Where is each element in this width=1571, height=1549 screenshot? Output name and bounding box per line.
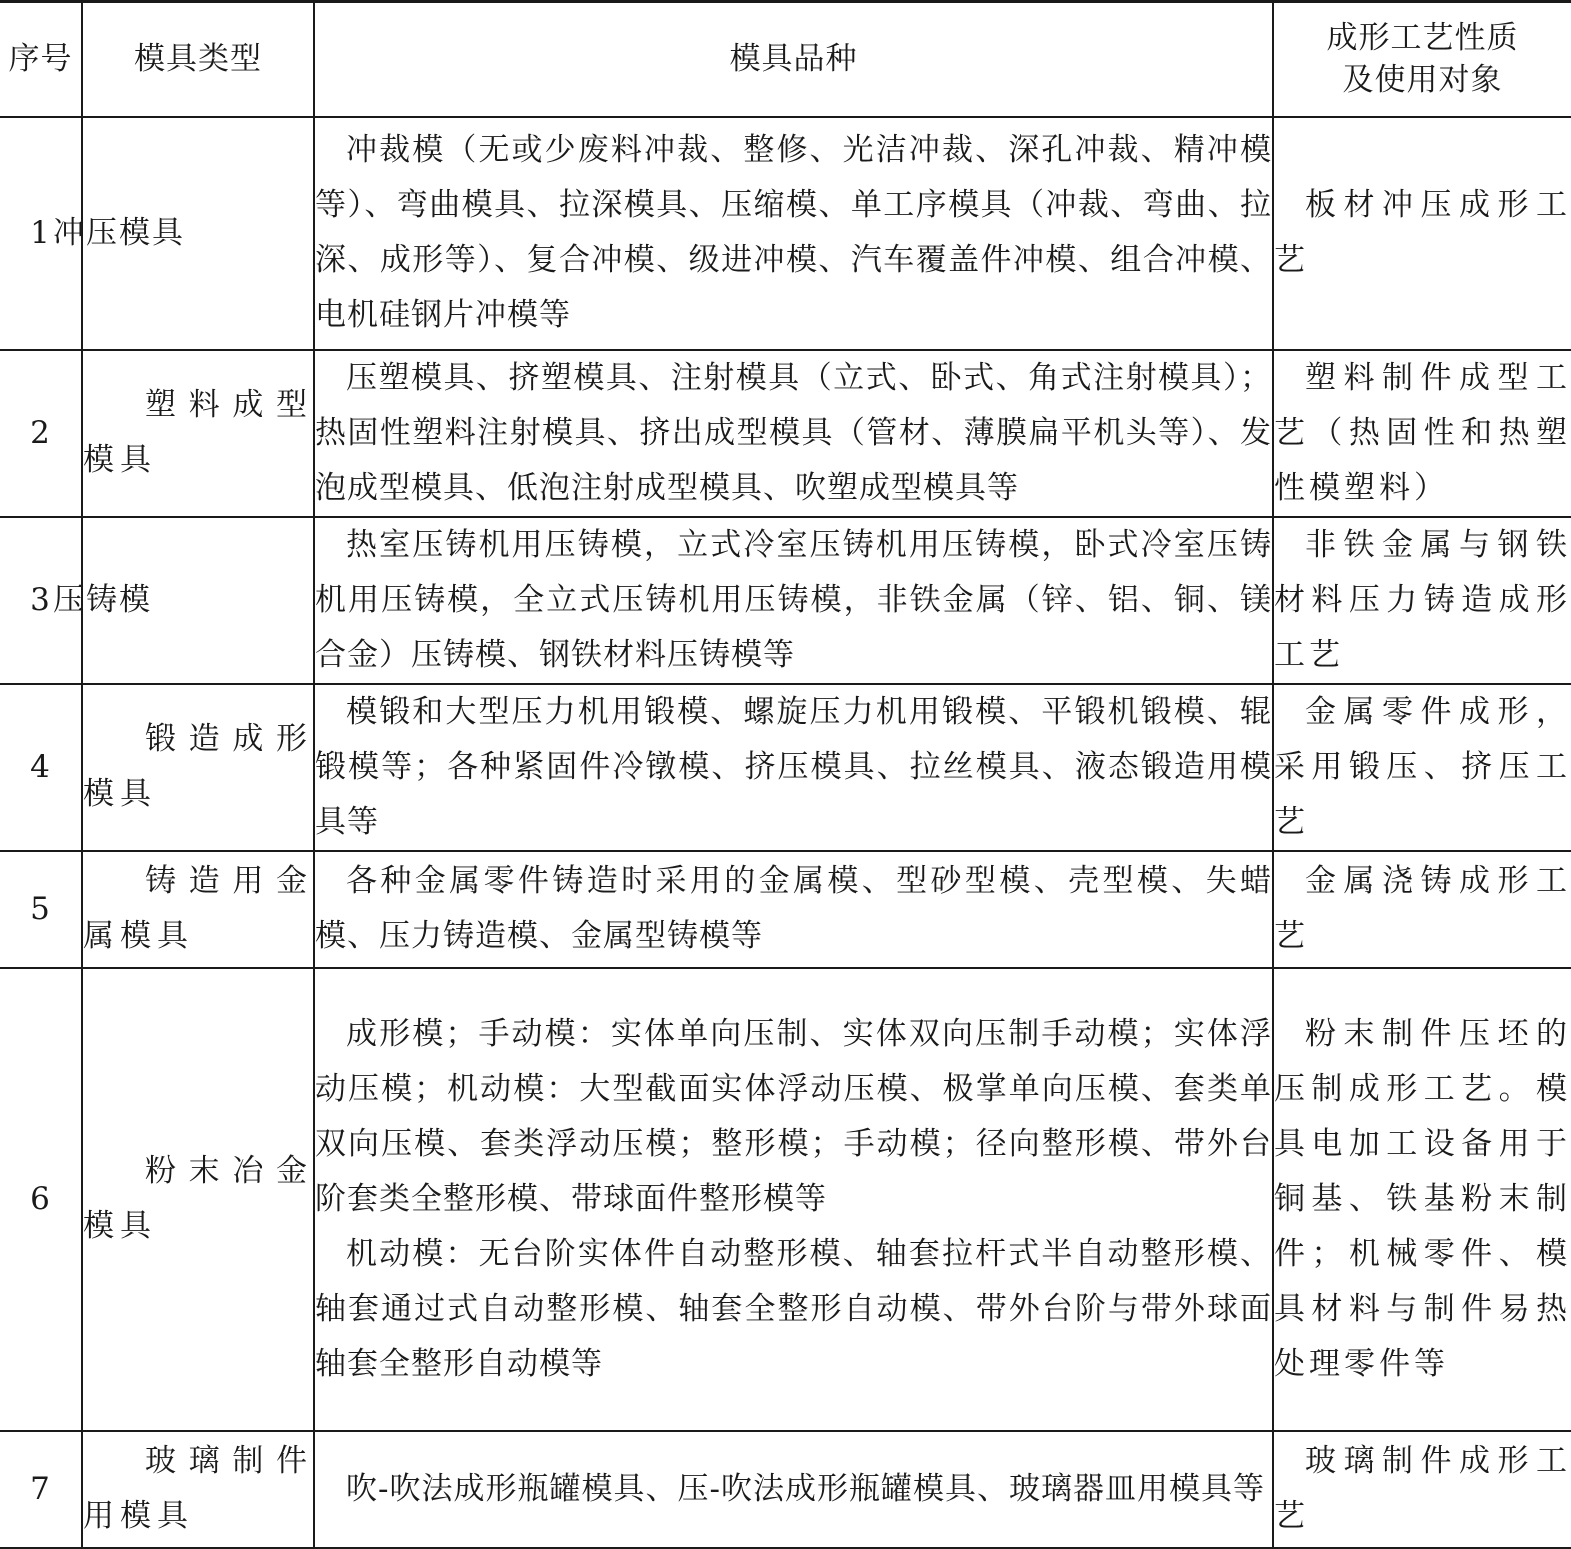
row-type: 铸造用金属模具 <box>83 863 313 954</box>
row-variety: 机动模：无台阶实体件自动整形模、轴套拉杆式半自动整形模、轴套通过式自动整形模、轴套全整形自动模、带外台阶与带外球面轴套全整形自动模等 <box>315 1235 1272 1382</box>
row-variety-cell <box>314 517 1273 684</box>
row-usage-cell <box>1273 851 1571 968</box>
row-seq: 5 <box>0 851 82 968</box>
row-type: 粉末冶金模具 <box>83 1153 313 1244</box>
row-type: 锻造成形模具 <box>83 721 313 812</box>
header-usage-line2: 及使用对象 <box>1342 62 1503 99</box>
row-variety: 模锻和大型压力机用锻模、螺旋压力机用锻模、平锻机锻模、辊锻模等；各种紧固件冷镦模、挤压模具、拉丝模具、液态锻造用模具等 <box>315 693 1272 840</box>
row-variety: 吹-吹法成形瓶罐模具、压-吹法成形瓶罐模具、玻璃器皿用模具等 <box>346 1470 1265 1507</box>
row-variety: 热室压铸机用压铸模，立式冷室压铸机用压铸模，卧式冷室压铸机用压铸模，全立式压铸机用压铸模，非铁金属（锌、铝、铜、镁合金）压铸模、钢铁材料压铸模等 <box>315 526 1272 673</box>
row-type: 冲压模具 <box>53 214 185 251</box>
row-variety-cell <box>314 851 1273 968</box>
row-usage-cell <box>1273 517 1571 684</box>
header-type: 模具类型 <box>82 2 314 117</box>
row-variety: 冲裁模（无或少废料冲裁、整修、光洁冲裁、深孔冲裁、精冲模等）、弯曲模具、拉深模具、压缩模、单工序模具（冲裁、弯曲、拉深、成形等）、复合冲模、级进冲模、汽车覆盖件冲模、组合冲模、电机硅钢片冲模等 <box>315 132 1272 333</box>
row-seq: 4 <box>0 684 82 851</box>
row-type: 压铸模 <box>53 581 152 618</box>
row-variety-cell <box>314 117 1273 350</box>
row-type-cell <box>53 117 314 350</box>
header-seq: 序号 <box>0 2 82 117</box>
header-usage-line1: 成形工艺性质 <box>1326 20 1519 57</box>
row-variety-cell <box>314 684 1273 851</box>
table-row <box>0 517 1571 684</box>
table-row <box>0 350 1571 517</box>
row-variety: 压塑模具、挤塑模具、注射模具（立式、卧式、角式注射模具）；热固性塑料注射模具、挤出成型模具（管材、薄膜扁平机头等）、发泡成型模具、低泡注射成型模具、吹塑成型模具等 <box>315 359 1272 506</box>
table-row <box>0 684 1571 851</box>
row-type: 玻璃制件用模具 <box>83 1443 313 1534</box>
table-row <box>0 1431 1571 1548</box>
header-variety: 模具品种 <box>314 2 1273 117</box>
row-usage-cell <box>1273 117 1571 350</box>
row-usage-cell <box>1273 1431 1571 1548</box>
row-usage-cell <box>1273 968 1571 1431</box>
row-seq: 6 <box>0 968 82 1431</box>
table-row <box>0 851 1571 968</box>
row-variety: 成形模；手动模：实体单向压制、实体双向压制手动模；实体浮动压模；机动模：大型截面实体浮动压模、极掌单向压模、套类单双向压模、套类浮动压模；整形模；手动模；径向整形模、带外台阶套类全整形模、带球面件整形模等 <box>315 1015 1272 1217</box>
row-usage: 粉末制件压坯的压制成形工艺。模具电加工设备用于铜基、铁基粉末制件；机械零件、模具材料与制件易热处理零件等 <box>1274 1015 1571 1382</box>
header-usage <box>1273 2 1571 117</box>
row-type-cell <box>82 1431 314 1548</box>
row-type-cell <box>82 851 314 968</box>
row-type-cell <box>82 350 314 517</box>
row-type: 塑料成型模具 <box>83 387 313 478</box>
row-usage: 金属零件成形，采用锻压、挤压工艺 <box>1274 693 1571 840</box>
row-usage: 非铁金属与钢铁材料压力铸造成形工艺 <box>1274 526 1571 673</box>
row-usage: 金属浇铸成形工艺 <box>1274 863 1571 954</box>
row-usage: 板材冲压成形工艺 <box>1274 187 1571 278</box>
table-row <box>0 117 1571 350</box>
row-usage: 玻璃制件成形工艺 <box>1274 1443 1571 1534</box>
row-seq: 1 <box>0 117 82 350</box>
row-seq: 7 <box>0 1431 82 1548</box>
row-seq: 2 <box>0 350 82 517</box>
table-row <box>0 968 1571 1431</box>
row-type-cell <box>53 517 314 684</box>
table-header-row <box>0 2 1571 117</box>
row-type-cell <box>82 968 314 1431</box>
row-variety: 各种金属零件铸造时采用的金属模、型砂型模、壳型模、失蜡模、压力铸造模、金属型铸模等 <box>315 863 1272 954</box>
row-variety-cell <box>314 350 1273 517</box>
row-type-cell <box>82 684 314 851</box>
row-seq: 3 <box>0 517 82 684</box>
row-usage: 塑料制件成型工艺（热固性和热塑性模塑料） <box>1274 359 1571 506</box>
row-usage-cell <box>1273 684 1571 851</box>
row-variety-cell <box>314 968 1273 1431</box>
row-variety-cell <box>314 1431 1273 1548</box>
row-usage-cell <box>1273 350 1571 517</box>
